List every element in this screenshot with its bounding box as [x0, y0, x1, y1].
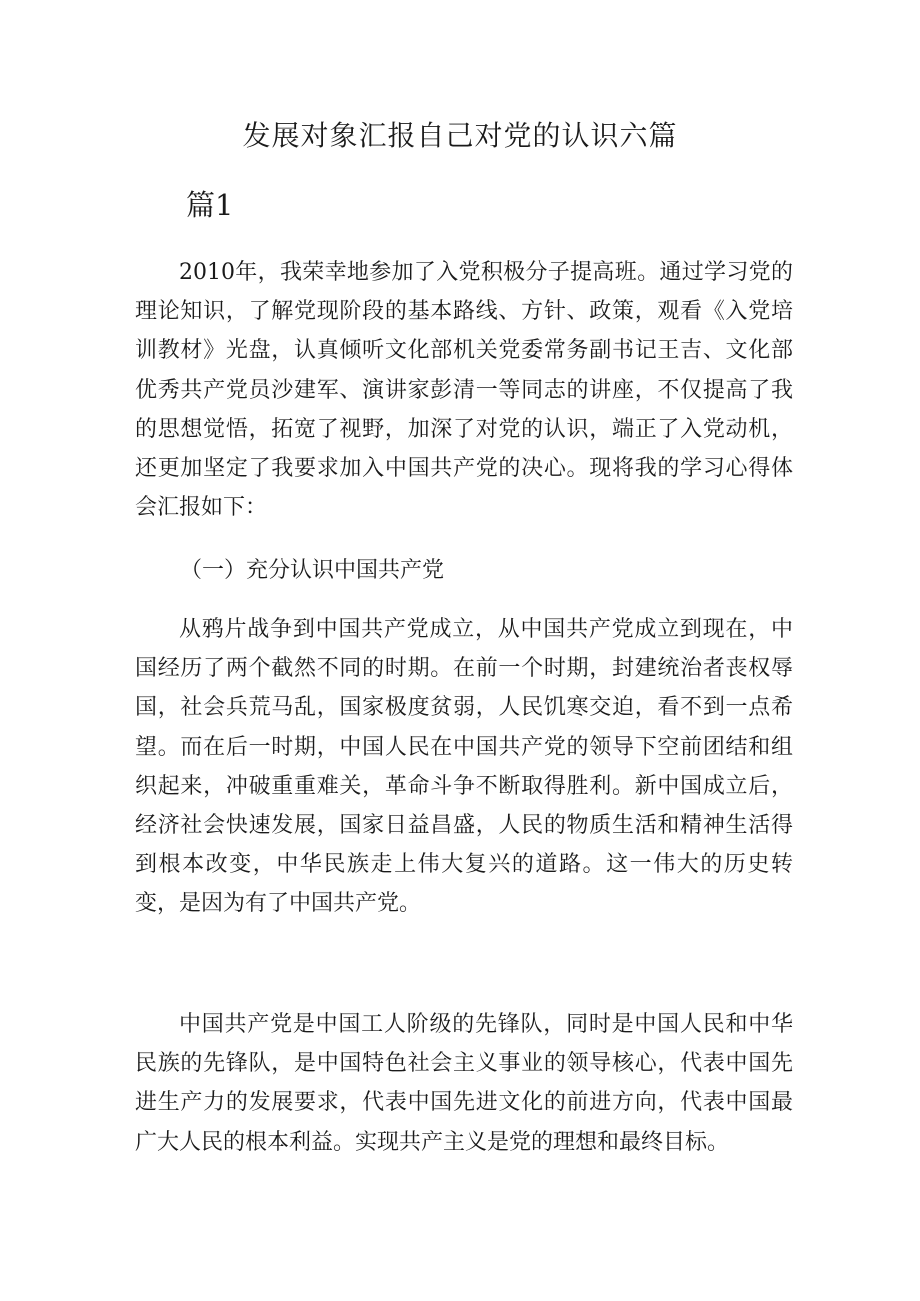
paragraph-vanguard: 中国共产党是中国工人阶级的先锋队，同时是中国人民和中华民族的先锋队，是中国特色社会主义事业的领导核心，代表中国先进生产力的发展要求，代表中国先进文化的前进方向，代表中国最广大人民的根本利益。实现共产主义是党的理想和最终目标。 — [135, 1012, 793, 1155]
document-title: 发展对象汇报自己对党的认识六篇 — [242, 119, 678, 152]
paragraph-intro: 2010年，我荣幸地参加了入党积极分子提高班。通过学习党的理论知识，了解党现阶段的基本路线、方针、政策，观看《入党培训教材》光盘，认真倾听文化部机关党委常务副书记王吉、文化部优秀共产党员沙建军、演讲家彭清一等同志的讲座，不仅提高了我的思想觉悟，拓宽了视野，加深了对党的认识，端正了入党动机，还更加坚定了我要求加入中国共产党的决心。现将我的学习心得体会汇报如下： — [135, 260, 793, 521]
subheading-understand-party: （一）充分认识中国共产党 — [180, 558, 445, 583]
paragraph-history: 从鸦片战争到中国共产党成立，从中国共产党成立到现在，中国经历了两个截然不同的时期。在前一个时期，封建统治者丧权辱国，社会兵荒马乱，国家极度贫弱，人民饥寒交迫，看不到一点希望。而在后一时期，中国人民在中国共产党的领导下空前团结和组织起来，冲破重重难关，革命斗争不断取得胜利。新中国成立后，经济社会快速发展，国家日益昌盛，人民的物质生活和精神生活得到根本改变，中华民族走上伟大复兴的道路。这一伟大的历史转变，是因为有了中国共产党。 — [135, 617, 793, 917]
section-heading: 篇1 — [186, 188, 234, 222]
